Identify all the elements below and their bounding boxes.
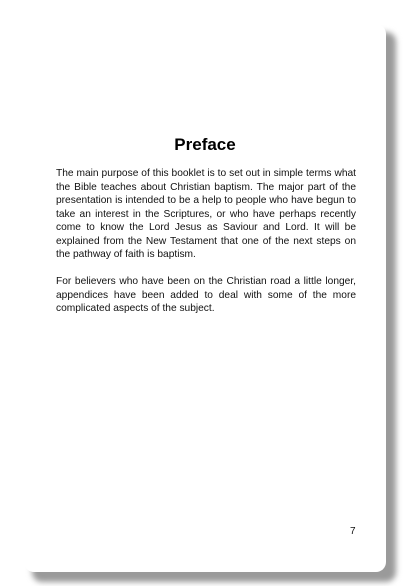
paragraph-2: For believers who have been on the Christian road a little longer, appendices have been added to deal with some of the more complicated aspects of the subject.	[56, 276, 356, 314]
paragraph-1: The main purpose of this booklet is to set out in simple terms what the Bible teaches about Christian baptism. The major part of the presentation is intended to be a help to people who have begun to take an interest in the Scriptures, or who have perhaps recently come to know the Lord Jesus as Saviour and Lord. It will be explained from the New Testament that one of the next steps on the pathway of faith is baptism.	[56, 168, 356, 260]
page-number: 7	[350, 526, 356, 537]
document-page	[24, 24, 386, 572]
body-text	[56, 167, 356, 329]
page-title: Preface	[174, 135, 236, 154]
